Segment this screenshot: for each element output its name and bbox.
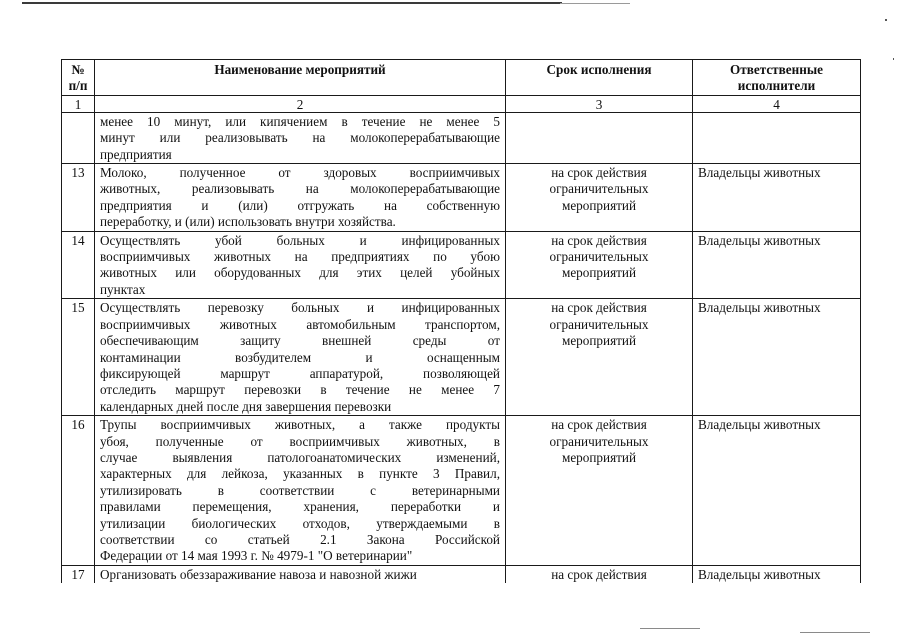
description-line: обеспечивающим защиту внешней среды от [100,333,500,349]
scan-artifact-speck [885,19,887,21]
scan-artifact-top-rule [22,2,562,4]
description-line: фиксирующей маршрут аппаратурой, позволяющей [100,365,500,381]
table-row [62,299,861,416]
scan-artifact-top-rule-thin [560,3,630,4]
table-row [62,231,861,299]
row-number: 16 [62,416,95,566]
scan-artifact-bottom-rule [800,632,870,633]
description-line: восприимчивых животных на предприятиях по убою [100,249,500,265]
table-row [62,164,861,232]
row-responsible: Владельцы животных [693,416,861,566]
description-line: переработку, и (или) использовать внутри хозяйства. [100,214,396,230]
row-description [95,231,506,299]
row-description [95,112,506,163]
description-line: убоя, полученные от восприимчивых животных, в [100,433,500,449]
description-line: Трупы восприимчивых животных, а также продукты [100,417,500,433]
row-responsible [693,112,861,163]
row-term: на срок действия [506,565,693,583]
column-index-1: 1 [62,95,95,112]
header-name: Наименование мероприятий [95,60,506,96]
description-line: предприятия [100,146,172,162]
description-line: Молоко, полученное от здоровых восприимчивых [100,165,500,181]
table-row [62,112,861,163]
table-row [62,565,861,583]
row-responsible: Владельцы животных [693,164,861,232]
description-line: животных, реализовывать на молокоперерабатывающие [100,181,500,197]
row-term [506,112,693,163]
description-line: Осуществлять убой больных и инфицированных [100,232,500,248]
row-description [95,416,506,566]
description-line: календарных дней после дня завершения перевозки [100,398,392,414]
description-line: менее 10 минут, или кипячением в течение не менее 5 [100,113,500,129]
header-num: № п/п [62,60,95,96]
row-number: 14 [62,231,95,299]
column-index-row [62,95,861,112]
row-responsible: Владельцы животных [693,299,861,416]
row-responsible: Владельцы животных [693,231,861,299]
column-index-4: 4 [693,95,861,112]
description-line: характерных для лейкоза, указанных в пункте 3 Правил, [100,466,500,482]
row-term: на срок действия ограничительных мероприятий [506,299,693,416]
row-description [95,299,506,416]
row-term: на срок действия ограничительных мероприятий [506,416,693,566]
description-line: отследить маршрут перевозки в течение не менее 7 [100,382,500,398]
row-number: 15 [62,299,95,416]
row-term: на срок действия ограничительных мероприятий [506,164,693,232]
description-line: минут или реализовывать на молокоперерабатывающие [100,130,500,146]
description-line: предприятия и (или) отгружать на собственную [100,197,500,213]
row-number: 13 [62,164,95,232]
description-line: Федерации от 14 мая 1993 г. № 4979-1 "О ветеринарии" [100,548,413,564]
description-line: Осуществлять перевозку больных и инфицированных [100,300,500,316]
description-line: правилами перемещения, хранения, переработки и [100,499,500,515]
header-row [62,60,861,96]
description-line: пунктах [100,281,146,297]
column-index-2: 2 [95,95,506,112]
row-number: 17 [62,565,95,583]
measures-table [61,59,861,583]
description-line: случае выявления патологоанатомических изменений, [100,449,500,465]
row-description [95,164,506,232]
description-line: животных или оборудованных для этих целей убойных [100,265,500,281]
description-line: контаминации возбудителем и оснащенным [100,349,500,365]
table-body [62,112,861,583]
description-line: восприимчивых животных автомобильным транспортом, [100,316,500,332]
description-line: утилизации биологических отходов, утверждаемыми в [100,515,500,531]
scan-artifact-bottom-rule [640,628,700,629]
scan-artifact-speck [893,58,894,60]
description-line: утилизировать в соответствии с ветеринарными [100,482,500,498]
row-term: на срок действия ограничительных мероприятий [506,231,693,299]
column-index-3: 3 [506,95,693,112]
description-line: соответствии со статьей 2.1 Закона Российской [100,531,500,547]
row-description [95,565,506,583]
row-number [62,112,95,163]
table-row [62,416,861,566]
header-responsible: Ответственные исполнители [693,60,861,96]
description-line: Организовать обеззараживание навоза и навозной жижи [100,566,417,582]
header-term: Срок исполнения [506,60,693,96]
row-responsible: Владельцы животных [693,565,861,583]
